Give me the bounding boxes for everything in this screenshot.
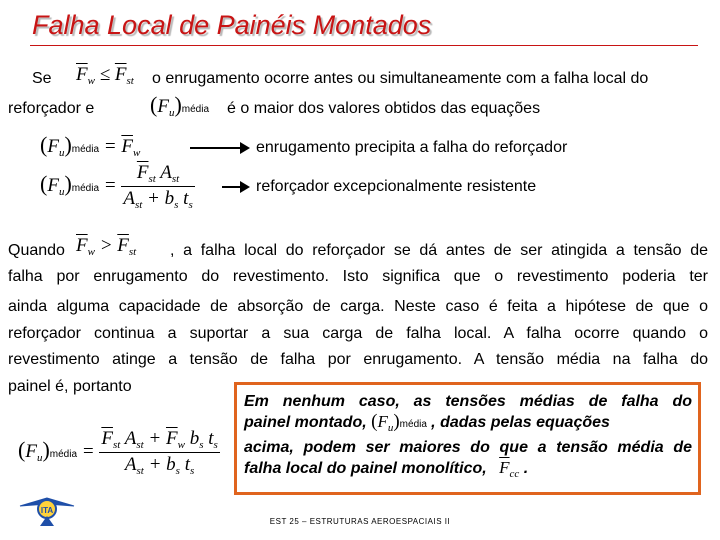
note-fcc: $\overline{F}_{cc}$ xyxy=(499,458,520,480)
paragraph-line: painel é, portanto xyxy=(8,378,132,395)
equation-1: $(F_u)média = \overline{F}_w$ xyxy=(40,132,141,159)
equation-2: $(F_u)média$ = $\frac{\overline{F}_{st} A_{st}}{A_{st} + b_s t_s}$ xyxy=(40,162,193,211)
fu-media-inline: $(F_u)média$ xyxy=(150,92,210,119)
title-underline xyxy=(30,45,698,46)
note-line xyxy=(244,412,692,438)
line1-text: o enrugamento ocorre antes ou simultaneamente com a falha local do xyxy=(152,70,649,87)
equation-3: $(F_u)média$ = $\frac{\overline{F}_{st} A_{st} + \overline{F}_w b_s t_s}{A_{st} + b_s t_s}$ xyxy=(18,428,218,477)
page-title: Falha Local de Painéis Montados xyxy=(32,10,432,40)
line2-start: reforçador e xyxy=(8,100,95,117)
paragraph-line: reforçador continua a suportar a sua carga de falha local. A falha ocorre quando o xyxy=(8,325,708,342)
paragraph-line: ainda alguma capacidade de absorção de carga. Neste caso é feita a hipótese de que o xyxy=(8,298,708,315)
note-line-2a: painel montado, xyxy=(244,414,367,431)
footer: EST 25 – ESTRUTURAS AEROESPACIAIS II xyxy=(269,517,451,526)
paragraph-line: falha por enrugamento do revestimento. Isto significa que o revestimento poderia ter xyxy=(8,268,708,285)
note-text xyxy=(244,392,692,484)
paragraph-first-line: , a falha local do reforçador se dá antes de ser atingida a tensão de xyxy=(170,242,708,259)
se-label: Se xyxy=(32,70,52,87)
svg-text:ITA: ITA xyxy=(40,506,54,515)
arrow-2-head xyxy=(240,181,250,193)
condition-fw-gt-fst: $\overline{F}_w > \overline{F}_{st}$ xyxy=(76,235,137,258)
note-line-4-end: . xyxy=(523,460,529,477)
equation-1-note: enrugamento precipita a falha do reforçador xyxy=(256,139,568,156)
condition-fw-le-fst: $\overline{F}_w \le \overline{F}_{st}$ xyxy=(76,64,134,87)
equation-2-fraction: $\frac{\overline{F}_{st} A_{st}}{A_{st} + b_s t_s}$ xyxy=(123,162,193,211)
note-line: acima, podem ser maiores do que a tensão média de xyxy=(244,439,692,456)
note-line-2b: , dadas pelas equações xyxy=(431,414,610,431)
note-line: Em nenhum caso, as tensões médias de falha do xyxy=(244,393,692,410)
quando-label: Quando xyxy=(8,242,65,259)
equation-3-fraction: $\frac{\overline{F}_{st} A_{st} + \overline{F}_w b_s t_s}{A_{st} + b_s t_s}$ xyxy=(101,428,218,477)
equation-2-note: reforçador excepcionalmente resistente xyxy=(256,178,537,195)
note-fu-media: $(F_u)média$ xyxy=(371,411,427,434)
line2-end: é o maior dos valores obtidos das equações xyxy=(227,100,541,117)
arrow-1 xyxy=(190,147,242,149)
arrow-2 xyxy=(222,186,242,188)
note-line xyxy=(244,458,692,484)
paragraph-line: revestimento atinge a tensão de falha por enrugamento. A tensão média na falha do xyxy=(8,351,708,368)
note-line-4: falha local do painel monolítico, xyxy=(244,460,487,477)
arrow-1-head xyxy=(240,142,250,154)
